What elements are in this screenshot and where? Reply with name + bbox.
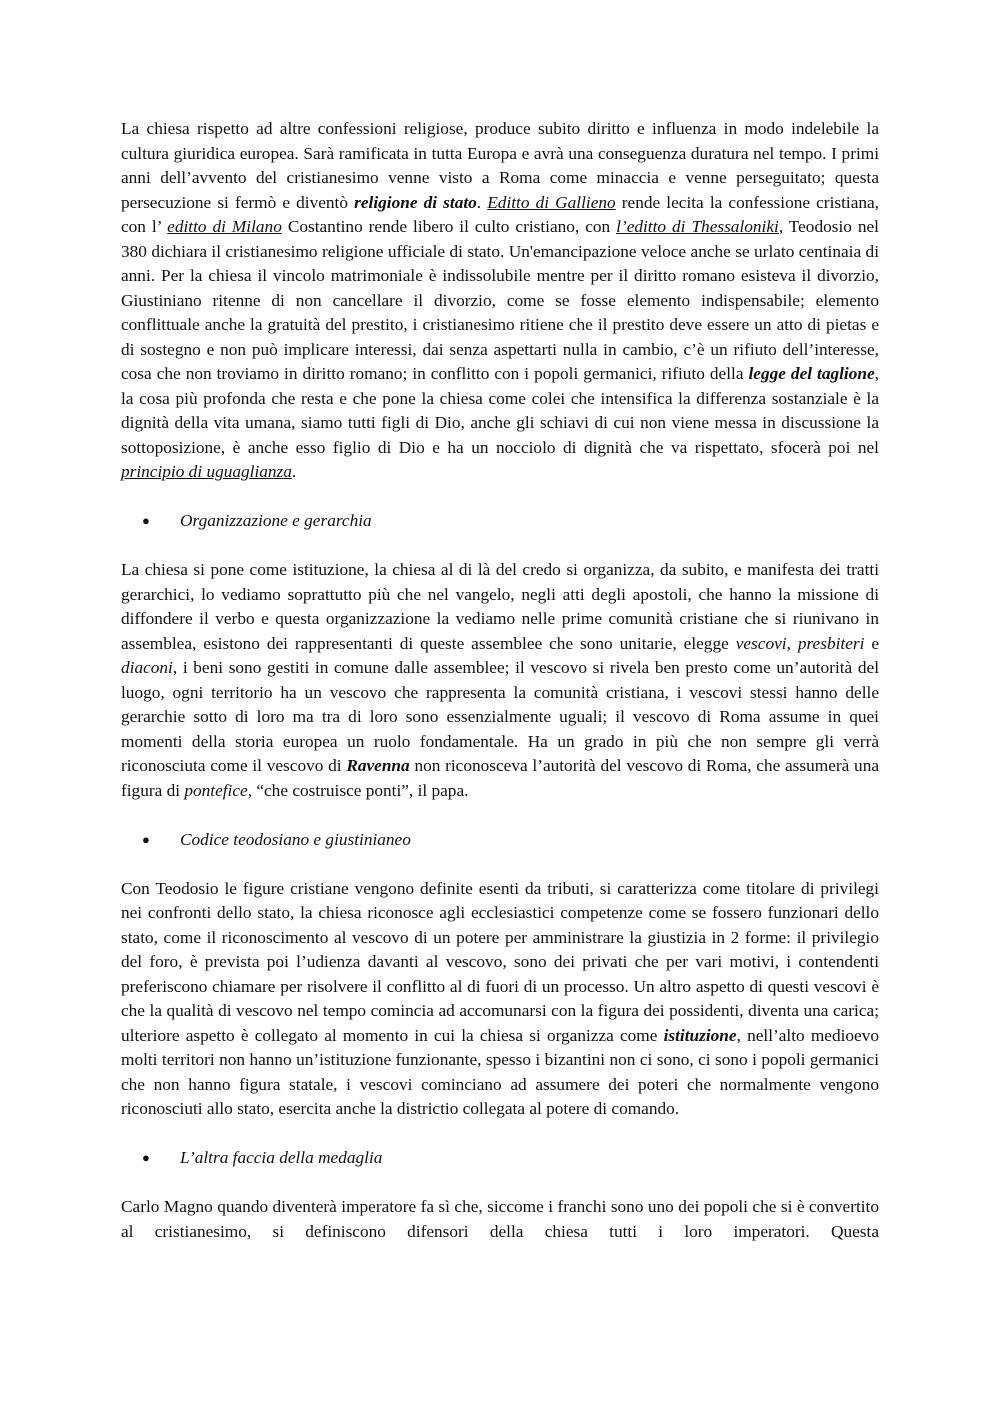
intro-paragraph <box>121 117 879 485</box>
editto-thessaloniki-term: l’editto di Thessaloniki <box>616 217 779 236</box>
codice-paragraph <box>121 877 879 1122</box>
istituzione-term: istituzione <box>663 1025 737 1045</box>
legge-taglione-term: legge del taglione <box>748 364 875 383</box>
codice-text-1: Con Teodosio le figure cristiane vengono definite esenti da tributi, si caratterizza come titolare di privilegi nei confronti dello stato, la chiesa riconosce agli ecclesiastici competenze come se fossero funzionari dello stato, come il riconoscimento al vescovo di un potere per amministrare la giustizia in 2 forme: il privilegio del foro, è prevista poi l’udienza davanti al vescovo, sono dei privati che per vari motivi, i contendenti preferiscono chiamare per risolvere il conflitto al di fuori di un processo. Un altro aspetto di questi vescovi è che la qualità di vescovo nel tempo comincia ad accomunarsi con la figura dei possidenti, diventa una carica; ulteriore aspetto è collegato al momento in cui la chiesa si organizza come <box>121 878 879 1045</box>
intro-text-7: . <box>291 462 297 481</box>
intro-text-3: rende lecita la confessione cristiana, con l’ <box>121 192 879 236</box>
org-text-5: non riconosceva l’autorità del vescovo di Roma, che assumerà una figura di <box>121 756 879 800</box>
bullet-heading-organizzazione <box>121 509 879 534</box>
heading-medaglia-text: L’altra faccia della medaglia <box>180 1148 383 1167</box>
org-text-1: La chiesa si pone come istituzione, la chiesa al di là del credo si organizza, da subito, e manifesta dei tratti gerarchici, lo vediamo soprattutto più che nel vangelo, negli atti degli apostoli, che hanno la missione di diffondere il verbo e questa organizzazione la vediamo nelle prime comunità cristiane che si riunivano in assemblea, esistono dei rappresentanti di queste assemblee che sono unitarie, elegge <box>121 560 879 653</box>
presbiteri-term: presbiteri <box>797 633 865 653</box>
bullet-heading-medaglia <box>121 1146 879 1171</box>
principio-uguaglianza-term: principio di uguaglianza <box>121 462 292 481</box>
heading-organizzazione-text: Organizzazione e gerarchia <box>180 511 372 530</box>
heading-codice-text: Codice teodosiano e giustinianeo <box>180 829 411 849</box>
intro-text-2: . <box>476 192 488 212</box>
medaglia-paragraph <box>121 1195 879 1244</box>
org-text-6: , “che costruisce ponti”, il papa. <box>247 780 469 800</box>
organizzazione-paragraph <box>121 558 879 803</box>
document-page <box>121 117 879 1244</box>
editto-milano-term: editto di Milano <box>167 217 282 236</box>
intro-text-6: , la cosa più profonda che resta e che pone la chiesa come colei che intensifica la differenza sostanziale è la dignità della vita umana, siamo tutti figli di Dio, anche gli schiavi di cui non viene messa in discussione la sottoposizione, è anche esso figlio di Dio e ha un nocciolo di dignità che va rispettato, sfocerà poi nel <box>121 364 879 457</box>
medaglia-text-1: Carlo Magno quando diventerà imperatore fa sì che, siccome i franchi sono uno dei popoli che si è convertito al cristianesimo, si definiscono difensori della chiesa tutti i loro imperatori. Questa <box>121 1197 879 1241</box>
intro-text-5: , Teodosio nel 380 dichiara il cristianesimo religione ufficiale di stato. Un'emancipazione veloce anche se urlato centinaia di anni. Per la chiesa il vincolo matrimoniale è indissolubile mentre per il diritto romano esisteva il divorzio, Giustiniano ritenne di non cancellare il divorzio, come se fosse elemento indispensabile; elemento conflittuale anche la gratuità del prestito, i cristianesimo ritiene che il prestito deve essere un atto di pietas e di sostegno e non può implicare interessi, dai senza aspettarti nulla in cambio, c’è un rifiuto dell’interesse, cosa che non troviamo in diritto romano; in conflitto con i popoli germanici, rifiuto della <box>121 217 879 383</box>
codice-text-2: , nell’alto medioevo molti territori non hanno un’istituzione funzionante, spesso i bizantini non ci sono, ci sono i popoli germanici che non hanno figura statale, i vescovi cominciano ad assumere dei poteri che normalmente vengono riconosciuti allo stato, esercita anche la districtio collegata al potere di comando. <box>121 1025 879 1118</box>
bullet-dot-icon: ● <box>142 513 150 528</box>
org-text-3: e <box>864 633 879 653</box>
org-text-2: , <box>786 633 798 653</box>
org-text-4: , i beni sono gestiti in comune dalle assemblee; il vescovo si rivela ben presto come un’autorità del luogo, ogni territorio ha un vescovo che rappresenta la comunità cristiana, i vescovi stessi hanno delle gerarchie sotto di loro ma tra di loro sono essenzialmente uguali; il vescovo di Roma assume in quei momenti della storia europea un ruolo fondamentale. Ha un grado in più che non sempre gli verrà riconosciuta come il vescovo di <box>121 658 879 775</box>
editto-gallieno-term: Editto di Gallieno <box>487 192 616 212</box>
pontefice-term: pontefice <box>184 780 248 800</box>
intro-text-4: Costantino rende libero il culto cristiano, con <box>281 217 617 236</box>
diaconi-term: diaconi <box>121 658 173 677</box>
ravenna-term: Ravenna <box>346 756 410 775</box>
bullet-dot-icon: ● <box>142 831 150 847</box>
bullet-heading-codice <box>121 828 879 853</box>
religione-di-stato-term: religione di stato <box>354 192 477 212</box>
vescovi-term: vescovi <box>735 633 787 653</box>
bullet-dot-icon: ● <box>142 1150 150 1165</box>
intro-text-1: La chiesa rispetto ad altre confessioni religiose, produce subito diritto e influenza in modo indelebile la cultura giuridica europea. Sarà ramificata in tutta Europa e avrà una conseguenza duratura nel tempo. I primi anni dell’avvento del cristianesimo venne visto a Roma come minaccia e venne perseguitato; questa persecuzione si fermò e diventò <box>121 119 879 212</box>
